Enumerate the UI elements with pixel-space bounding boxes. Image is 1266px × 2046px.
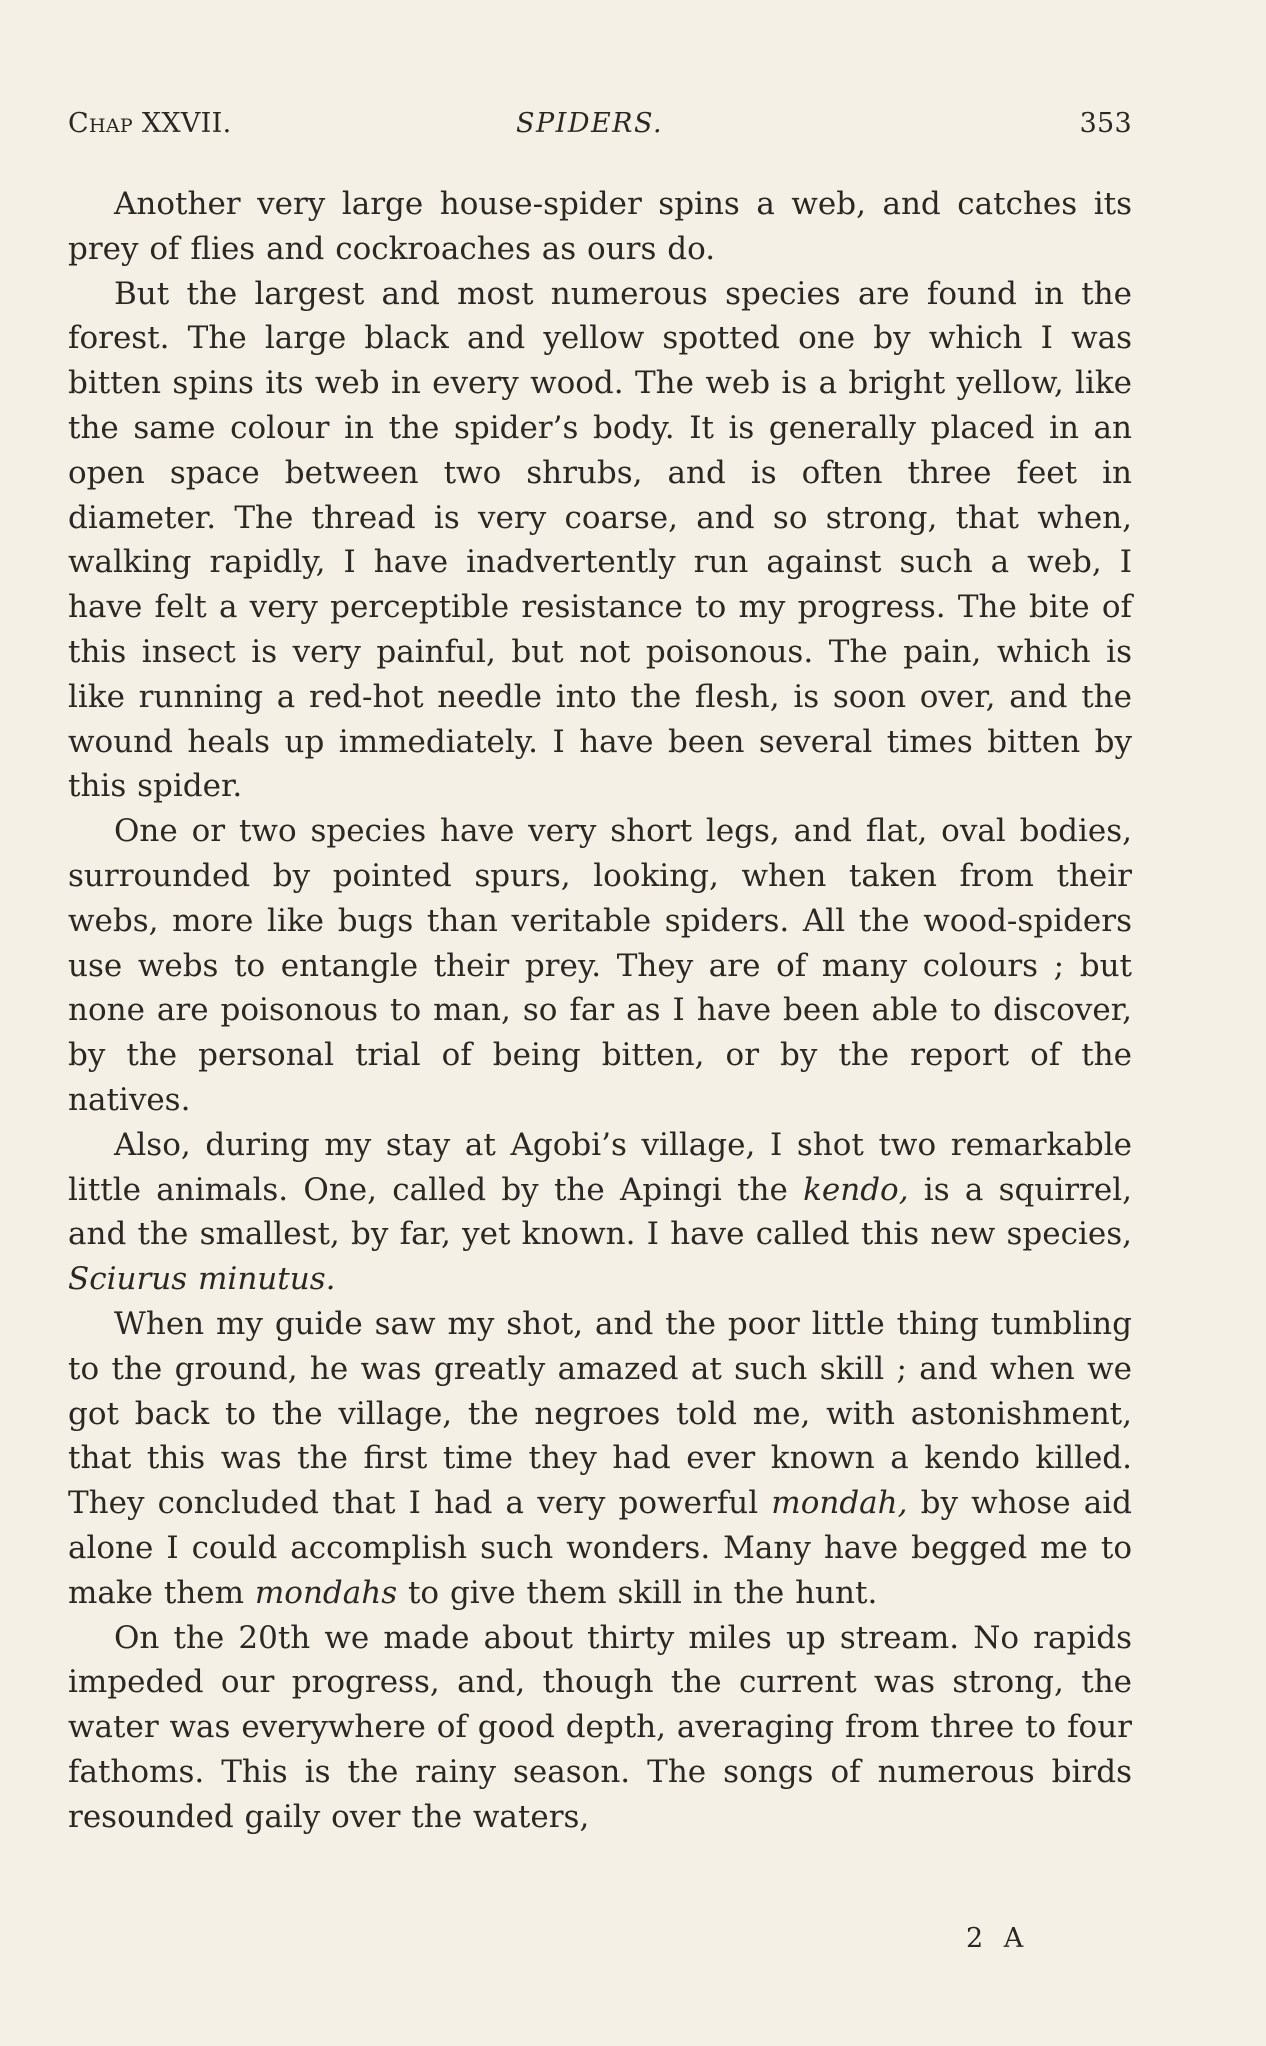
running-head — [68, 108, 1132, 148]
paragraph-kendo — [68, 1123, 1132, 1302]
paragraph-forest-spiders: But the largest and most numerous species are found in the forest. The large black and yellow spotted one by which I was bitten spins its web in every wood. The web is a bright yellow, like the same colour in the spider’s body. It is generally placed in an open space between two shrubs, and is often three feet in diameter. The thread is very coarse, and so strong, that when, walking rapidly, I have inadvertently run against such a web, I have felt a very perceptible resistance to my progress. The bite of this insect is very painful, but not poisonous. The pain, which is like running a red-hot needle into the flesh, is soon over, and the wound heals up immediately. I have been several times bitten by this spider. — [68, 275, 1132, 805]
mondah-text-1: When my guide saw my shot, and the poor little thing tumbling to the ground, he was greatly amazed at such skill ; and when we got back to the village, the negroes told me, with astonishment, that this was the first time they had ever known a kendo killed. They concluded that I had a very powerful — [68, 1305, 1132, 1522]
kendo-text-2: is a squirrel, and the smallest, by far, yet known. I have called this new species, — [68, 1171, 1132, 1253]
signature-mark: 2 A — [966, 1923, 1030, 1954]
mondah-term: mondah, — [771, 1485, 908, 1522]
chapter-label: Chap XXVII. — [68, 108, 232, 139]
paragraph-wood-spiders: One or two species have very short legs, and flat, oval bodies, surrounded by pointed spurs, looking, when taken from their webs, more like bugs than veritable spiders. All the wood-spiders use webs to entangle their prey. They are of many colours ; but none are poisonous to man, so far as I have been able to discover, by the personal trial of being bitten, or by the report of the natives. — [68, 813, 1132, 1118]
species-name: Sciurus minutus. — [68, 1261, 336, 1298]
paragraph-mondah — [68, 1302, 1132, 1616]
paragraph-twentieth: On the 20th we made about thirty miles up stream. No rapids impeded our progress, and, though the current was strong, the water was everywhere of good depth, averaging from three to four fathoms. This is the rainy season. The songs of numerous birds resounded gaily over the waters, — [68, 1619, 1132, 1835]
mondahs-term: mondahs — [254, 1574, 398, 1611]
chapter-title: SPIDERS. — [516, 108, 664, 139]
kendo-text-1: Also, during my stay at Agobi’s village, I shot two remarkable little animals. One, called by the Apingi the — [68, 1126, 1132, 1208]
page-number: 353 — [1079, 108, 1132, 139]
kendo-term: kendo, — [803, 1171, 909, 1208]
body-text — [68, 182, 1132, 1839]
paragraph-house-spider: Another very large house-spider spins a web, and catches its prey of flies and cockroaches as ours do. — [68, 186, 1132, 267]
mondah-text-3: to give them skill in the hunt. — [397, 1574, 878, 1611]
mondah-text-2: by whose aid alone I could accomplish such wonders. Many have begged me to make them — [68, 1485, 1133, 1611]
